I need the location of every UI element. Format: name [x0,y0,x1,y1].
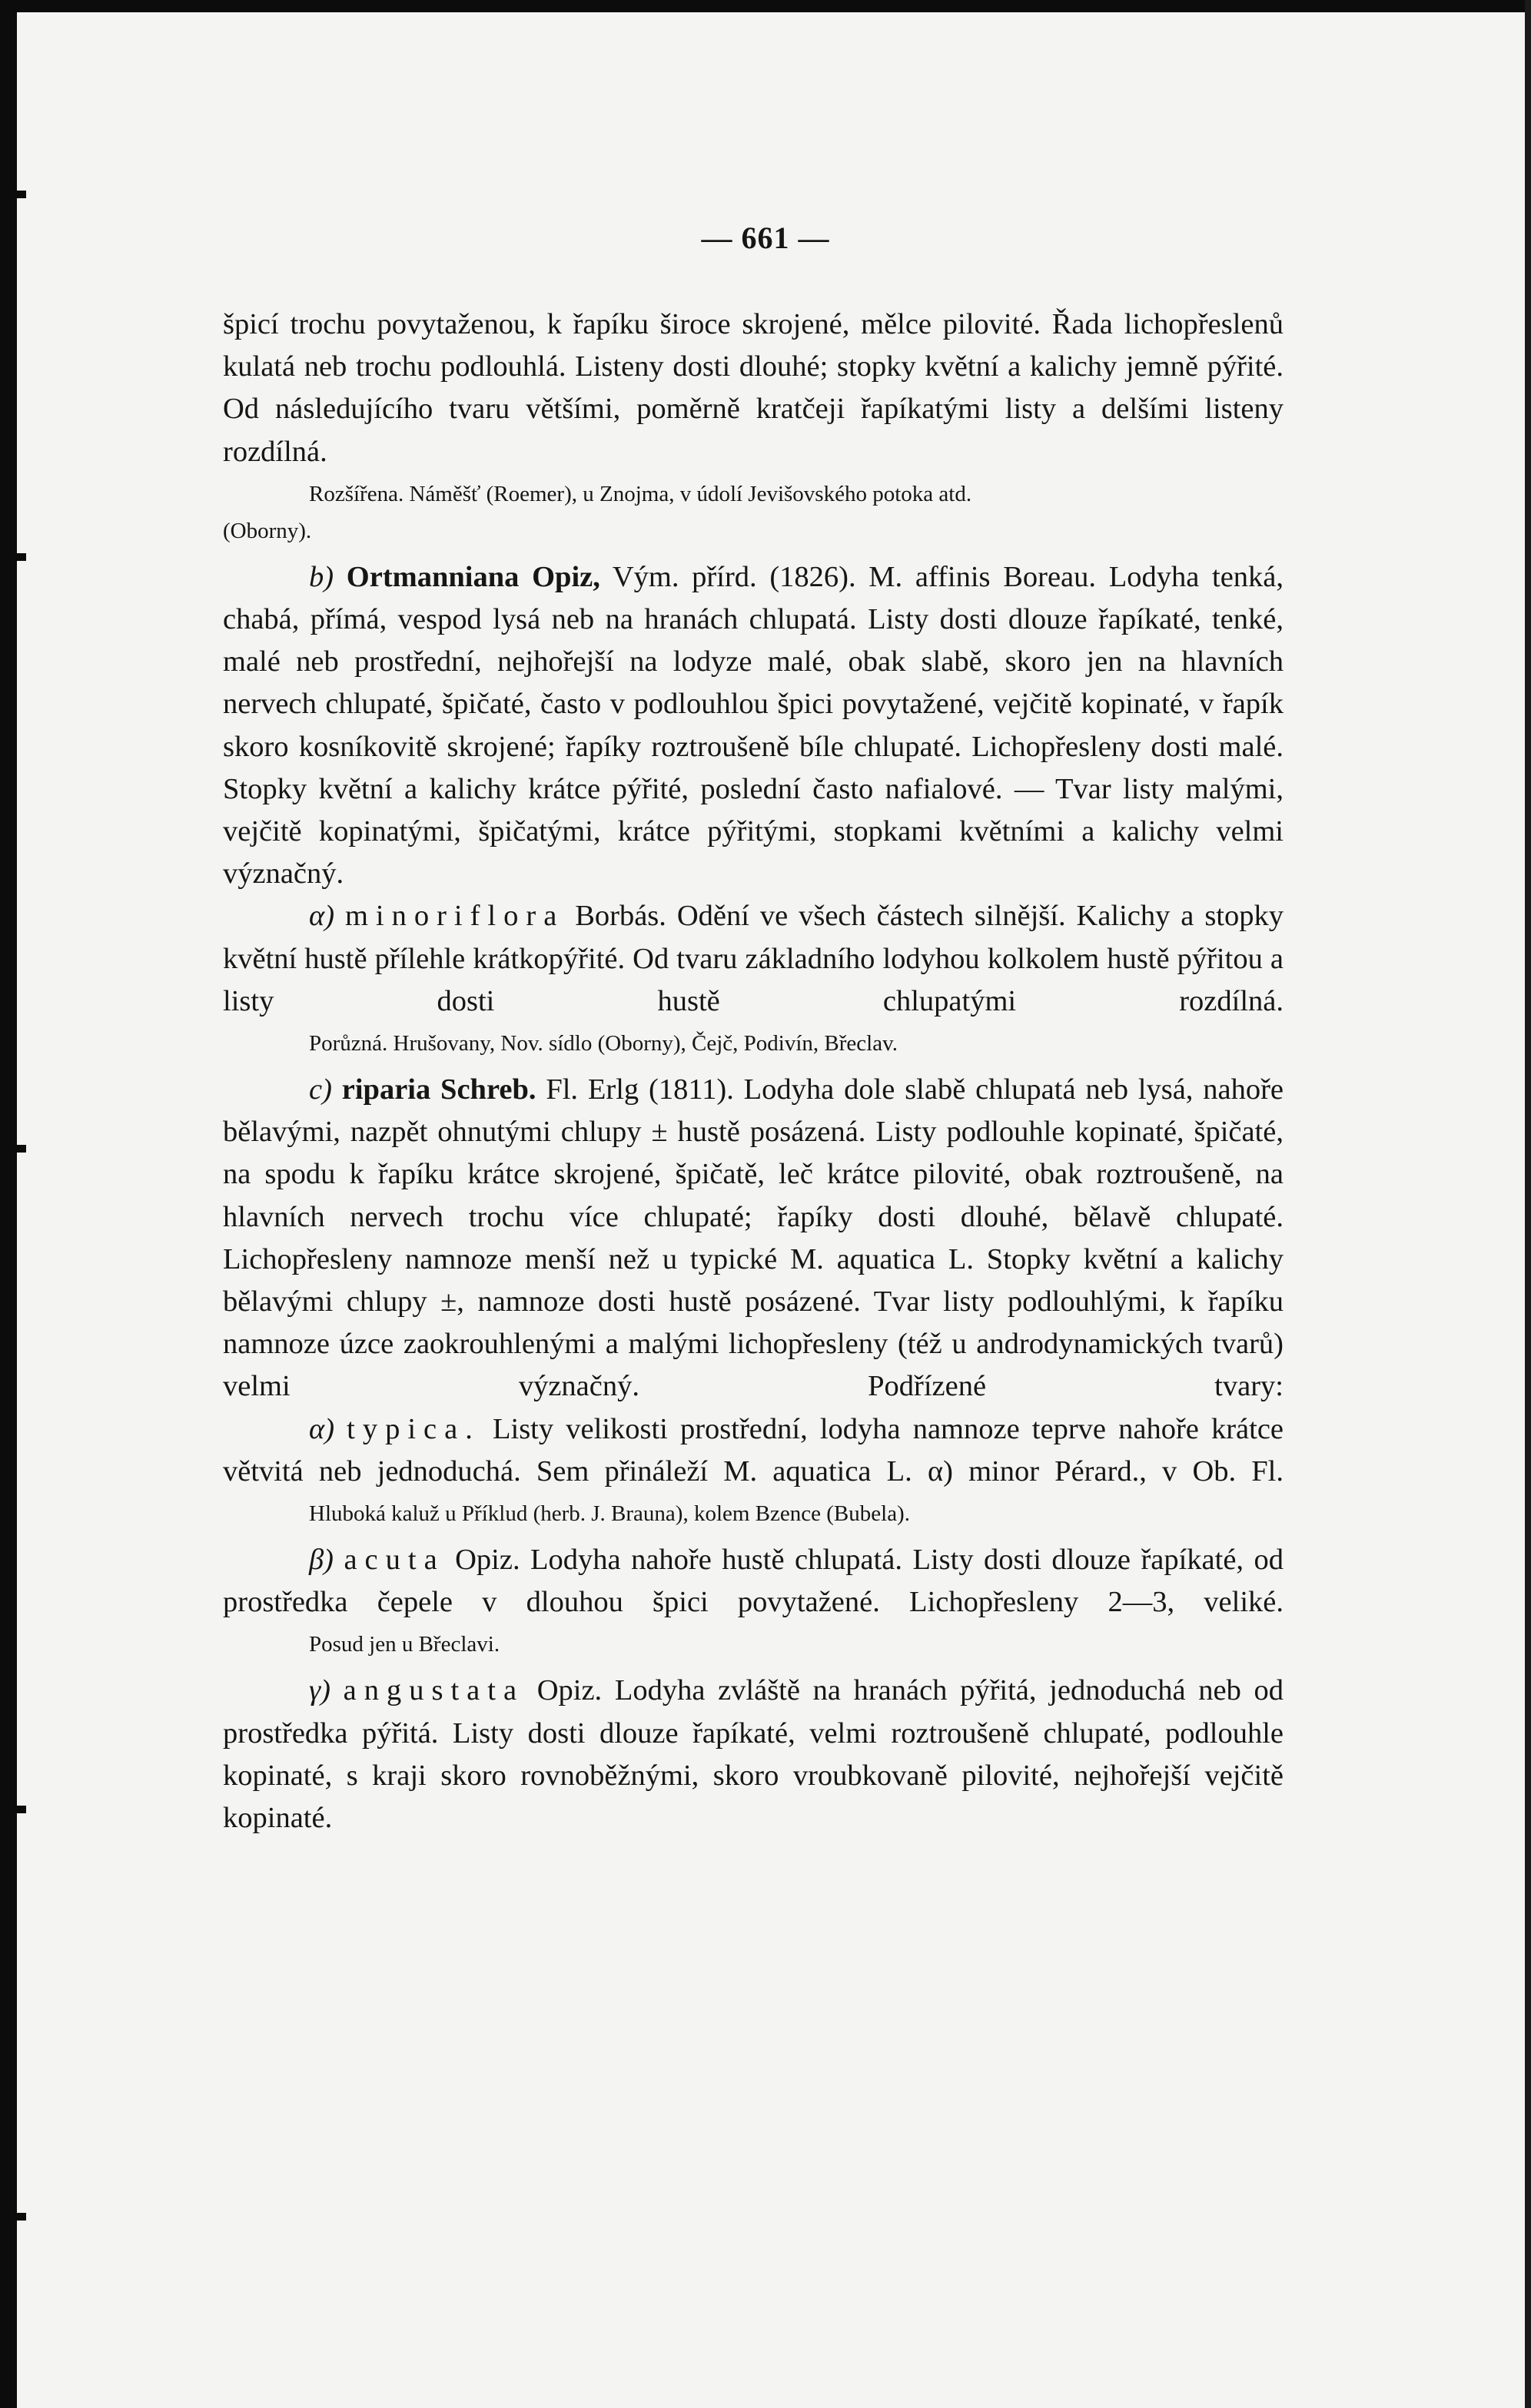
taxon-name: angustata [343,1674,525,1707]
paragraph-continuation: špicí trochu povytaženou, k řapíku široce skrojené, mělce pilovité. Řada lichopřeslenů kulatá neb trochu podlouhlá. Listeny dosti dlouhé; stopky květní a kalichy jemně pýřité. Od následujícího tvaru většími, poměrně kratčeji řapíkatými listy a delšími listeny rozdílná. [223,308,1284,468]
form-acuta [223,1539,1284,1624]
taxon-name: Ortmanniana Opiz, [346,560,600,593]
binding-mark [0,2213,26,2221]
page-content [223,303,1284,1839]
scan-border-right [1525,0,1531,2408]
distribution-note: Rozšířena. Náměšť (Roemer), u Znojma, v údolí Jevišovského potoka atd. [309,481,972,506]
item-letter: α) [309,1412,335,1445]
binding-mark [0,1806,26,1813]
binding-mark [0,553,26,561]
taxon-name: minoriflora [344,900,565,933]
page-number: — 661 — [701,221,830,255]
scan-border-top [0,0,1531,12]
form-typica [223,1408,1284,1493]
form-angustata [223,1670,1284,1839]
form-minoriflora [223,895,1284,1023]
distribution-note: Porůzná. Hrušovany, Nov. sídlo (Oborny), Čejč, Podivín, Břeclav. [309,1031,898,1056]
distribution-note: Hluboká kaluž u Příklud (herb. J. Brauna), kolem Bzence (Bubela). [309,1501,910,1527]
taxon-name: acuta [344,1544,445,1577]
description: Fl. Erlg (1811). Lodyha dole slabě chlupatá neb lysá, nahoře bělavými, nazpět ohnutými chlupy ± hustě posázená. Listy podlouhle kopinaté, špičaté, na spodu k řapíku krátce skrojené, špičatě, leč krátce pilovité, obak roztroušeně, na hlavních nervech trochu více chlupaté; řapíky dosti dlouhé, bělavě chlupaté. Lichopřesleny namnoze menší než u typické M. aquatica L. Stopky květní a kalichy bělavými chlupy ±, namnoze dosti hustě posázené. Tvar listy podlouhlými, k řapíku namnoze úzce zaokrouhlenými a malými lichopřesleny (též u androdynamických tvarů) velmi význačný. Podřízené tvary: [223,1073,1284,1403]
item-letter: β) [309,1544,334,1577]
taxon-name: typica. [347,1412,480,1445]
binding-mark [0,191,26,198]
item-letter: γ) [309,1674,330,1707]
description: Listy velikosti prostřední, lodyha namnoze teprve nahoře krátce větvitá neb jednoduchá. Sem přináleží M. aquatica L. α) minor Pérard., v Ob. Fl. [223,1412,1284,1488]
distribution-note: Posud jen u Břeclavi. [309,1632,500,1657]
variety-c-riparia [223,1069,1284,1408]
item-letter: α) [309,900,335,933]
binding-mark [0,1145,26,1153]
distribution-note-end: (Oborny). [223,518,312,543]
description: Opiz. Lodyha zvláště na hranách pýřitá, jednoduchá neb od prostředka pýřitá. Listy dosti dlouze řapíkaté, velmi roztroušeně chlupaté, podlouhle kopinaté, s kraji skoro rovnoběžnými, skoro vroubkovaně pilovité, nejhořejší vejčitě kopinaté. [223,1674,1284,1835]
taxon-name: riparia Schreb. [341,1073,536,1106]
description: Opiz. Lodyha nahoře hustě chlupatá. Listy dosti dlouze řapíkaté, od prostředka čepele v dlouhou špici povytažené. Lichopřesleny 2—3, veliké. [223,1544,1284,1619]
scan-border-left [0,0,17,2408]
description: Borbás. Odění ve všech částech silnější. Kalichy a stopky květní hustě přílehle krátkopýřité. Od tvaru základního lodyhou kolkolem hustě pýřitou a listy dosti hustě chlupatými rozdílná. [223,900,1284,1017]
item-letter: c) [309,1073,332,1106]
item-letter: b) [309,560,334,593]
description: Vým. přírd. (1826). M. affinis Boreau. Lodyha tenká, chabá, přímá, vespod lysá neb na hranách chlupatá. Listy dosti dlouze řapíkaté, tenké, malé neb prostřední, nejhořejší na lodyze malé, obak slabě, skoro jen na hlavních nervech chlupaté, špičaté, často v podlouhlou špici povytažené, vejčitě kopinaté, v řapík skoro kosníkovitě skrojené; řapíky roztroušeně bíle chlupaté. Lichopřesleny dosti malé. Stopky květní a kalichy krátce pýřité, poslední často nafialové. — Tvar listy malými, vejčitě kopinatými, špičatými, krátce pýřitými, stopkami květními a kalichy velmi význačný. [223,560,1284,891]
variety-b-ortmanniana [223,556,1284,896]
